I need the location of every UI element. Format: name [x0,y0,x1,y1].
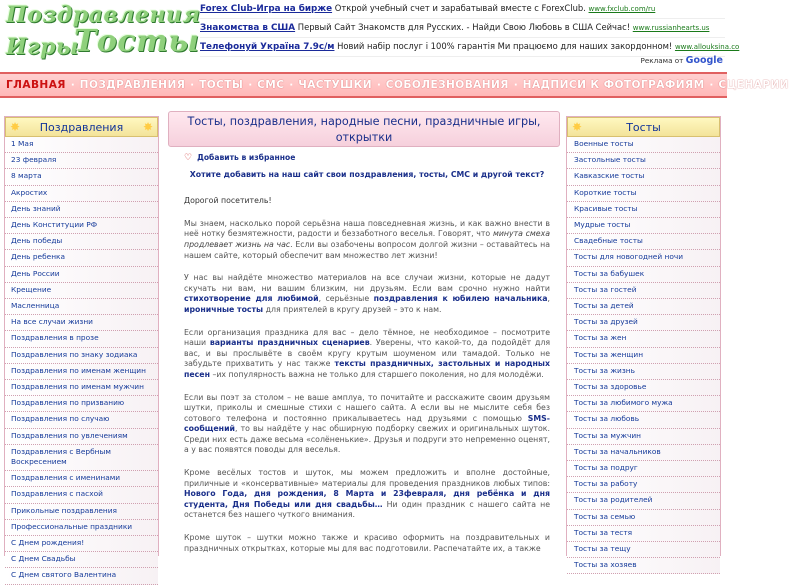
toasts-category-list [567,137,720,574]
sidebar-link[interactable]: Поздравления с именинами [5,471,158,487]
text: , то вы найдёте у нас обширную подборку свежих и оригинальных шуток. Среди них есть даже весьма «солёненькие». Друзья и подруги это непременно оценят, а у вас появятся поводы для веселья. [184,424,550,455]
scenarios-link[interactable]: варианты праздничных сценариев [209,338,370,348]
sidebar-link[interactable]: Акростих [5,186,158,202]
text: . Уверены, что какой-то, да подойдёт для вас, и вы прослывёте в своём кругу крутым шоуменом или тамадой. Только не забудьте прихватить у нас также [184,338,551,369]
songs-link[interactable]: тексты праздничных, застольных и народных песен [184,359,550,379]
star-icon: ✸ [10,120,21,134]
nav-item-toasts[interactable]: ТОСТЫ [199,79,244,91]
main-content [168,111,560,551]
sidebar-link[interactable]: Поздравления по увлечениям [5,429,158,445]
favorites-label: Добавить в избранное [197,153,296,162]
nav-separator: · [70,79,75,91]
paragraph [184,328,550,381]
sidebar-link[interactable]: Тосты за начальников [567,445,720,461]
logo-text-line3: Тосты [74,24,200,59]
left-sidebar [4,116,159,580]
sidebar-title: Тосты [626,120,661,134]
sidebar-link[interactable]: Тосты за здоровье [567,380,720,396]
nav-item-home[interactable]: ГЛАВНАЯ [6,79,66,91]
ad-url-link[interactable]: www.allouksina.co [674,43,740,51]
sidebar-link[interactable]: Поздравления по призванию [5,396,158,412]
sidebar-link[interactable]: День победы [5,234,158,250]
sidebar-link[interactable]: Поздравления по случаю [5,412,158,428]
sidebar-link[interactable]: Профессиональные праздники [5,520,158,536]
sidebar-link[interactable]: Тосты за хозяев [567,558,720,574]
ads-by-google[interactable] [641,55,723,66]
sidebar-link[interactable]: На все случаи жизни [5,315,158,331]
sidebar-link[interactable]: Тосты за подруг [567,461,720,477]
ad-text: Первый Сайт Знакомств для Русских. - Найди Свою Любовь в США Сейчас! [295,22,633,32]
ad-url-link[interactable]: www.russianhearts.us [632,24,710,32]
ads-label: Реклама от [640,56,684,65]
site-logo[interactable] [4,2,201,68]
sidebar-link[interactable]: Масленница [5,299,158,315]
sidebar-link[interactable]: 1 Мая [5,137,158,153]
google-logo: Google [685,55,723,66]
paragraph [184,533,550,554]
sidebar-link[interactable]: Тосты за детей [567,299,720,315]
text: Кроме весёлых тостов и шуток, мы можем предложить и вполне достойные, приличные и «консервативные» материалы для проведения праздников любых типов: [184,468,550,488]
nav-separator: · [289,79,294,91]
sidebar-link[interactable]: Тосты за женщин [567,348,720,364]
sidebar-link[interactable]: Мудрые тосты [567,218,720,234]
sidebar-link[interactable]: День Конституции РФ [5,218,158,234]
logo-text-line1: Поздравления [6,2,201,28]
sidebar-link[interactable]: Застольные тосты [567,153,720,169]
article-body [168,147,560,554]
ad-title-link[interactable]: Forex Club-Игра на бирже [200,4,333,14]
nav-separator: · [376,79,381,91]
sidebar-link[interactable]: С Днем святого Валентина [5,568,158,584]
nav-separator: · [709,79,714,91]
heart-icon: ♡ [184,153,193,163]
nav-item-photo-captions[interactable]: НАДПИСИ К ФОТОГРАФИЯМ [522,79,705,91]
sidebar-link[interactable]: Прикольные поздравления [5,504,158,520]
poem-link[interactable]: стихотворение для любимой [184,294,319,304]
paragraph [184,273,550,315]
sidebar-link[interactable]: Кавказские тосты [567,169,720,185]
text: . Если вы озабочены вопросом долгой жизни – оставайтесь на нашем сайте, который обеспечит вам множество лет жизни! [184,239,550,260]
sidebar-link[interactable]: Тосты за родителей [567,493,720,509]
text: , серьёзные [318,294,370,304]
sidebar-link[interactable]: Тосты за тещу [567,542,720,558]
star-icon: ✸ [142,120,153,134]
sidebar-link[interactable]: Поздравления по именам мужчин [5,380,158,396]
paragraph [184,393,550,457]
sidebar-link[interactable]: 23 февраля [5,153,158,169]
nav-separator: · [190,79,195,91]
boss-jubilee-link[interactable]: поздравления к юбилею начальника [373,294,548,304]
nav-item-chastushki[interactable]: ЧАСТУШКИ [298,79,372,91]
sidebar-link[interactable]: Поздравления с Вербным Воскресением [5,445,158,471]
ironic-toasts-link[interactable]: ироничные тосты [184,304,264,314]
nav-separator: · [248,79,253,91]
logo-text-line2: Игры [6,34,79,60]
sidebar-link[interactable]: День знаний [5,202,158,218]
sidebar-link[interactable]: Свадебные тосты [567,234,720,250]
sidebar-link[interactable]: Тосты за гостей [567,283,720,299]
ad-url-link[interactable]: www.fxclub.com/ru [588,5,656,13]
add-to-favorites-link[interactable] [184,153,550,164]
text: Ни один праздник с нашего сайта не останется без нашего чуткого внимания. [184,499,550,520]
sidebar-link[interactable]: Поздравления с пасхой [5,487,158,503]
text: , [547,294,550,304]
sidebar-link[interactable]: Поздравления в прозе [5,331,158,347]
ad-row [200,19,725,38]
sidebar-link[interactable]: День России [5,267,158,283]
sidebar-link[interactable]: Тосты за семью [567,510,720,526]
sidebar-link[interactable]: День ребенка [5,250,158,266]
star-icon: ✸ [572,120,583,134]
sidebar-link[interactable]: Тосты за мужчин [567,429,720,445]
sidebar-link[interactable]: Поздравления по знаку зодиака [5,348,158,364]
greeting: Дорогой посетитель! [184,196,272,206]
paragraph [184,219,550,261]
sidebar-link[interactable]: Крещение [5,283,158,299]
text: Если организация праздника для вас – дело тёмное, не необходимое – посмотрите наши [184,327,550,348]
sms-link[interactable]: SMS-сообщений [184,413,550,434]
sidebar-link[interactable]: Тосты для новогодней ночи [567,250,720,266]
sidebar-link[interactable]: Короткие тосты [567,186,720,202]
ad-row [200,0,725,19]
text: для приятелей в кругу друзей – это к нам. [263,304,442,314]
nav-item-scenarios[interactable]: СЦЕНАРИИ [718,79,789,91]
sidebar-link[interactable]: Тосты за любовь [567,412,720,428]
nav-item-greetings[interactable]: ПОЗДРАВЛЕНИЯ [79,79,186,91]
greetings-category-list [5,137,158,585]
right-sidebar [566,116,721,570]
sidebar-link[interactable]: Тосты за жизнь [567,364,720,380]
sidebar-link[interactable]: Тосты за любимого мужа [567,396,720,412]
text: Если вы поэт за столом – не ваше амплуа, то почитайте и расскажите своим друзьям шутки, приколы и смешные стихи с нашего сайта. А если вы не мыслите себя без сотового телефона и постоянно прикалываетесь над друзьями с помощью [184,392,550,423]
sidebar-link[interactable]: Тосты за тестя [567,526,720,542]
sidebar-header [5,117,158,137]
sidebar-title: Поздравления [39,120,124,134]
submit-content-link[interactable]: Хотите добавить на наш сайт свои поздравления, тосты, СМС и другой текст? [189,169,545,179]
sidebar-link[interactable]: Тосты за работу [567,477,720,493]
holidays-link[interactable]: Нового Года, дня рождения, 8 Марта и 23февраля, дня ребёнка и дня студента, Дня Победы или дня свадьбы… [184,489,550,509]
sidebar-link[interactable]: Тосты за бабушек [567,267,720,283]
paragraph [184,468,550,521]
text: Кроме шуток – шутки можно также и красиво оформить на поздравительных и праздничных открытках, которые мы для вас подготовили. Распечатайте их, а также [184,533,550,553]
text: –их популярность важна не только для старшего поколения, но для молодёжи. [209,369,544,379]
ad-text: Новий набір послуг і 100% гарантія Ми працюємо для наших закордонном! [334,41,675,51]
sidebar-link[interactable]: Красивые тосты [567,202,720,218]
ad-block [200,0,740,70]
sidebar-link[interactable]: Поздравления по именам женщин [5,364,158,380]
nav-separator: · [513,79,518,91]
nav-item-condolences[interactable]: СОБОЛЕЗНОВАНИЯ [385,79,509,91]
sidebar-link[interactable]: Тосты за жен [567,331,720,347]
sidebar-link[interactable]: Военные тосты [567,137,720,153]
page-title: Тосты, поздравления, народные песни, праздничные игры, открытки [168,111,560,147]
ad-title-link[interactable]: Знакомства в США [200,23,296,33]
text: Мы знаем, насколько порой серьёзна наша повседневная жизнь, и как важно внести в неё нотку безмятежности, радости и беззаботного веселья. Говорят, что [184,218,550,239]
sidebar-link[interactable]: 8 марта [5,169,158,185]
text: У нас вы найдёте множество материалов на все случаи жизни, которые не дадут скучать ни вам, ни вашим близким, ни друзьям. Если вам срочно нужно найти [184,273,550,293]
nav-item-sms[interactable]: СМС [257,79,285,91]
sidebar-link[interactable]: С Днем Свадьбы [5,552,158,568]
sidebar-header [567,117,720,137]
sidebar-link[interactable]: Тосты за друзей [567,315,720,331]
quote: минута смеха продлевает жизнь на час [184,229,550,249]
sidebar-link[interactable]: С Днем рождения! [5,536,158,552]
ad-text: Открой учебный счет и зарабатывай вместе с ForexClub. [332,3,589,13]
main-nav [0,72,789,98]
ad-title-link[interactable]: Телефонуй Україна 7.9с/м [200,42,335,52]
